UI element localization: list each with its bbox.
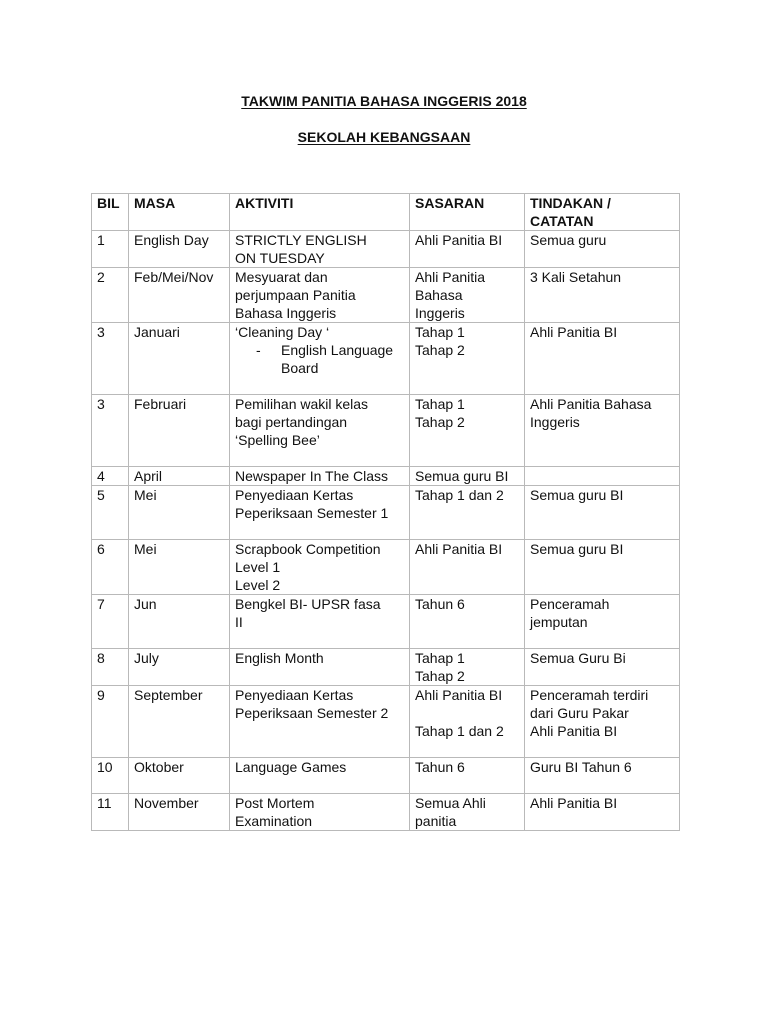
aktiviti-line: Language Games (235, 759, 347, 775)
cell-masa: November (129, 794, 230, 831)
table-row (92, 395, 680, 467)
sasaran-line: Ahli Panitia BI (415, 541, 503, 557)
cell-aktiviti (230, 649, 410, 686)
cell-masa: Jun (129, 595, 230, 649)
aktiviti-line: Peperiksaan Semester 2 (235, 705, 389, 721)
aktiviti-line: Scrapbook Competition (235, 541, 381, 557)
header-aktiviti: AKTIVITI (230, 194, 410, 231)
table-row (92, 794, 680, 831)
sasaran-line: Bahasa (415, 287, 463, 303)
sasaran-line: Ahli Panitia (415, 269, 486, 285)
cell-aktiviti (230, 467, 410, 486)
sasaran-line: Tahap 1 (415, 324, 465, 340)
aktiviti-line: perjumpaan Panitia (235, 287, 356, 303)
cell-sasaran (410, 467, 525, 486)
sasaran-line: Tahap 1 dan 2 (415, 723, 504, 739)
aktiviti-line: Penyediaan Kertas (235, 487, 354, 503)
cell-sasaran (410, 323, 525, 395)
cell-tindakan (525, 395, 680, 467)
header-masa: MASA (129, 194, 230, 231)
document-title: TAKWIM PANITIA BAHASA INGGERIS 2018 (241, 93, 527, 109)
cell-aktiviti (230, 758, 410, 794)
aktiviti-line: Peperiksaan Semester 1 (235, 505, 389, 521)
aktiviti-line: English Month (235, 650, 324, 666)
cell-tindakan (525, 540, 680, 595)
cell-sasaran (410, 595, 525, 649)
aktiviti-sub-item (235, 341, 404, 377)
cell-masa: Mei (129, 540, 230, 595)
sasaran-line: Tahap 2 (415, 342, 465, 358)
table-row (92, 686, 680, 758)
table-row (92, 540, 680, 595)
table-row (92, 323, 680, 395)
cell-masa: July (129, 649, 230, 686)
cell-bil: 2 (92, 268, 129, 323)
cell-aktiviti (230, 395, 410, 467)
tindakan-line: 3 Kali Setahun (530, 269, 622, 285)
cell-tindakan (525, 268, 680, 323)
cell-aktiviti (230, 595, 410, 649)
cell-aktiviti (230, 268, 410, 323)
cell-masa: Februari (129, 395, 230, 467)
aktiviti-line: Bengkel BI- UPSR fasa (235, 596, 381, 612)
header-tindakan: TINDAKAN / CATATAN (525, 194, 680, 231)
cell-bil: 10 (92, 758, 129, 794)
cell-sasaran (410, 794, 525, 831)
cell-bil: 3 (92, 323, 129, 395)
cell-bil: 11 (92, 794, 129, 831)
sasaran-line: Tahun 6 (415, 596, 465, 612)
cell-masa: April (129, 467, 230, 486)
blank-line (415, 704, 519, 722)
header-sasaran: SASARAN (410, 194, 525, 231)
sasaran-line: panitia (415, 813, 457, 829)
cell-masa: September (129, 686, 230, 758)
sasaran-line: Tahun 6 (415, 759, 465, 775)
header-bil: BIL (92, 194, 129, 231)
cell-bil: 1 (92, 231, 129, 268)
aktiviti-line: Penyediaan Kertas (235, 687, 354, 703)
sasaran-line: Tahap 1 (415, 650, 465, 666)
cell-aktiviti (230, 540, 410, 595)
tindakan-line: Ahli Panitia BI (530, 324, 618, 340)
aktiviti-line: ‘Spelling Bee’ (235, 432, 320, 448)
cell-masa: English Day (129, 231, 230, 268)
cell-sasaran (410, 758, 525, 794)
cell-bil: 3 (92, 395, 129, 467)
cell-tindakan (525, 649, 680, 686)
aktiviti-line: II (235, 614, 243, 630)
cell-sasaran (410, 686, 525, 758)
tindakan-line: Penceramah terdiri (530, 687, 649, 703)
cell-aktiviti (230, 231, 410, 268)
tindakan-line: Ahli Panitia BI (530, 723, 618, 739)
cell-bil: 8 (92, 649, 129, 686)
cell-sasaran (410, 540, 525, 595)
table-row (92, 268, 680, 323)
cell-tindakan (525, 595, 680, 649)
tindakan-line: Semua Guru Bi (530, 650, 626, 666)
cell-tindakan (525, 486, 680, 540)
cell-masa: Feb/Mei/Nov (129, 268, 230, 323)
cell-sasaran (410, 395, 525, 467)
sasaran-line: Tahap 1 (415, 396, 465, 412)
tindakan-line: Ahli Panitia Bahasa (530, 396, 652, 412)
aktiviti-line: Examination (235, 813, 313, 829)
aktiviti-line: Level 1 (235, 559, 281, 575)
dash-bullet: - (256, 342, 261, 358)
cell-tindakan (525, 467, 680, 486)
cell-aktiviti (230, 794, 410, 831)
aktiviti-line: Level 2 (235, 577, 281, 593)
tindakan-line: Guru BI Tahun 6 (530, 759, 632, 775)
aktiviti-line: ON TUESDAY (235, 250, 325, 266)
tindakan-line: Semua guru BI (530, 487, 624, 503)
cell-tindakan (525, 231, 680, 268)
sasaran-line: Inggeris (415, 305, 465, 321)
cell-tindakan (525, 686, 680, 758)
cell-bil: 5 (92, 486, 129, 540)
table-row (92, 595, 680, 649)
tindakan-line: dari Guru Pakar (530, 705, 629, 721)
aktiviti-line: STRICTLY ENGLISH (235, 232, 367, 248)
tindakan-line: jemputan (530, 614, 588, 630)
cell-tindakan (525, 758, 680, 794)
table-row (92, 486, 680, 540)
sasaran-line: Ahli Panitia BI (415, 687, 503, 703)
cell-masa: Januari (129, 323, 230, 395)
tindakan-line: Ahli Panitia BI (530, 795, 618, 811)
cell-aktiviti (230, 686, 410, 758)
cell-tindakan (525, 794, 680, 831)
aktiviti-line: ‘Cleaning Day ‘ (235, 324, 330, 340)
tindakan-line: Semua guru BI (530, 541, 624, 557)
tindakan-line: Inggeris (530, 414, 580, 430)
cell-aktiviti (230, 486, 410, 540)
cell-aktiviti (230, 323, 410, 395)
aktiviti-line: Pemilihan wakil kelas (235, 396, 369, 412)
sasaran-line: Tahap 2 (415, 414, 465, 430)
cell-bil: 6 (92, 540, 129, 595)
table-row (92, 467, 680, 486)
cell-bil: 7 (92, 595, 129, 649)
cell-masa: Mei (129, 486, 230, 540)
table-row (92, 649, 680, 686)
aktiviti-line: Mesyuarat dan (235, 269, 328, 285)
document-subtitle: SEKOLAH KEBANGSAAN (297, 129, 471, 145)
aktiviti-sub-line: English Language (281, 342, 394, 358)
tindakan-line: Penceramah (530, 596, 610, 612)
aktiviti-line: Newspaper In The Class (235, 468, 389, 484)
sasaran-line: Semua guru BI (415, 468, 509, 484)
cell-sasaran (410, 268, 525, 323)
cell-sasaran (410, 231, 525, 268)
table-row (92, 231, 680, 268)
tindakan-line: Semua guru (530, 232, 607, 248)
cell-bil: 9 (92, 686, 129, 758)
table-header-row (92, 194, 680, 231)
calendar-table (91, 193, 680, 831)
sasaran-line: Semua Ahli (415, 795, 486, 811)
cell-sasaran (410, 486, 525, 540)
cell-tindakan (525, 323, 680, 395)
cell-masa: Oktober (129, 758, 230, 794)
aktiviti-line: Bahasa Inggeris (235, 305, 337, 321)
aktiviti-line: Post Mortem (235, 795, 315, 811)
sasaran-line: Ahli Panitia BI (415, 232, 503, 248)
aktiviti-line: bagi pertandingan (235, 414, 348, 430)
aktiviti-sub-line: Board (281, 360, 319, 376)
cell-sasaran (410, 649, 525, 686)
cell-bil: 4 (92, 467, 129, 486)
table-row (92, 758, 680, 794)
sasaran-line: Tahap 1 dan 2 (415, 487, 504, 503)
sasaran-line: Tahap 2 (415, 668, 465, 684)
